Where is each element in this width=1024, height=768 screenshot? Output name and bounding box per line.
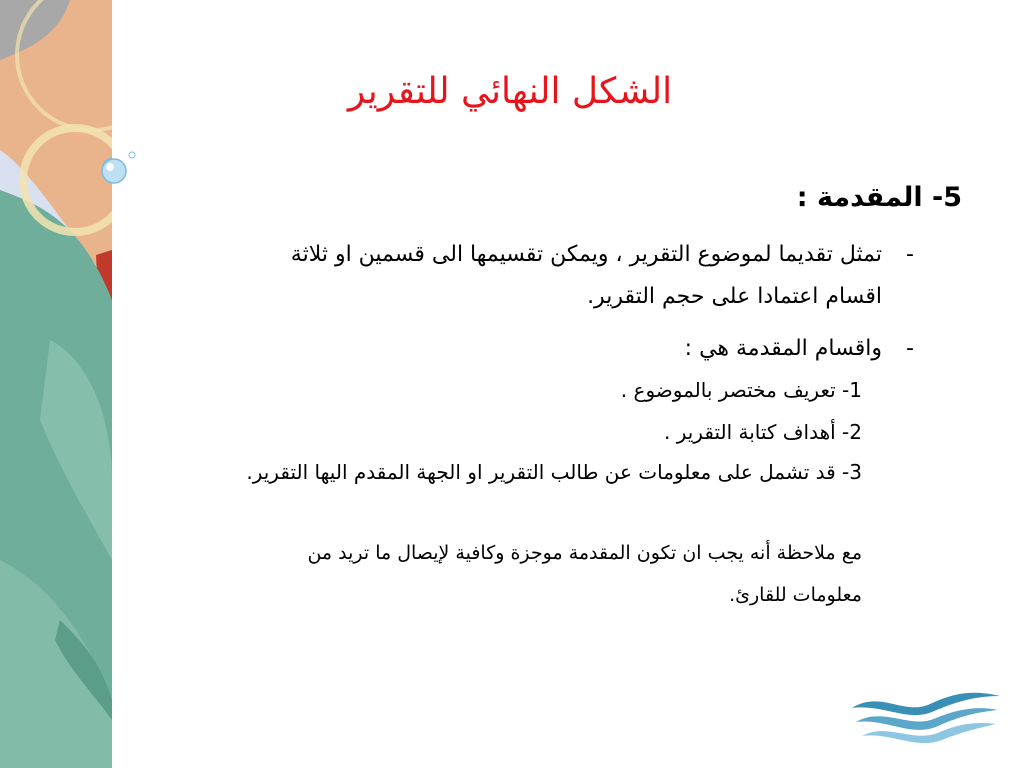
bullet-dash: - <box>906 336 914 361</box>
section-heading: 5- المقدمة : <box>796 182 962 213</box>
bullet-text-line: تمثل تقديما لموضوع التقرير ، ويمكن تقسيمها الى قسمين او ثلاثة <box>290 242 882 267</box>
bullet-dash: - <box>906 242 914 267</box>
wave-logo-icon <box>850 686 1002 746</box>
slide-title: الشكل النهائي للتقرير <box>347 71 673 112</box>
section-item: 1- تعريف مختصر بالموضوع . <box>620 378 862 402</box>
section-item: 2- أهداف كتابة التقرير . <box>663 420 862 444</box>
bullet-text-line: واقسام المقدمة هي : <box>684 336 882 361</box>
note-text-line: معلومات للقارئ. <box>729 584 862 606</box>
section-item: 3- قد تشمل على معلومات عن طالب التقرير او الجهة المقدم اليها التقرير. <box>246 460 862 484</box>
bullet-text-line: اقسام اعتمادا على حجم التقرير. <box>587 284 882 309</box>
note-text-line: مع ملاحظة أنه يجب ان تكون المقدمة موجزة وكافية لإيصال ما تريد من <box>307 542 862 564</box>
